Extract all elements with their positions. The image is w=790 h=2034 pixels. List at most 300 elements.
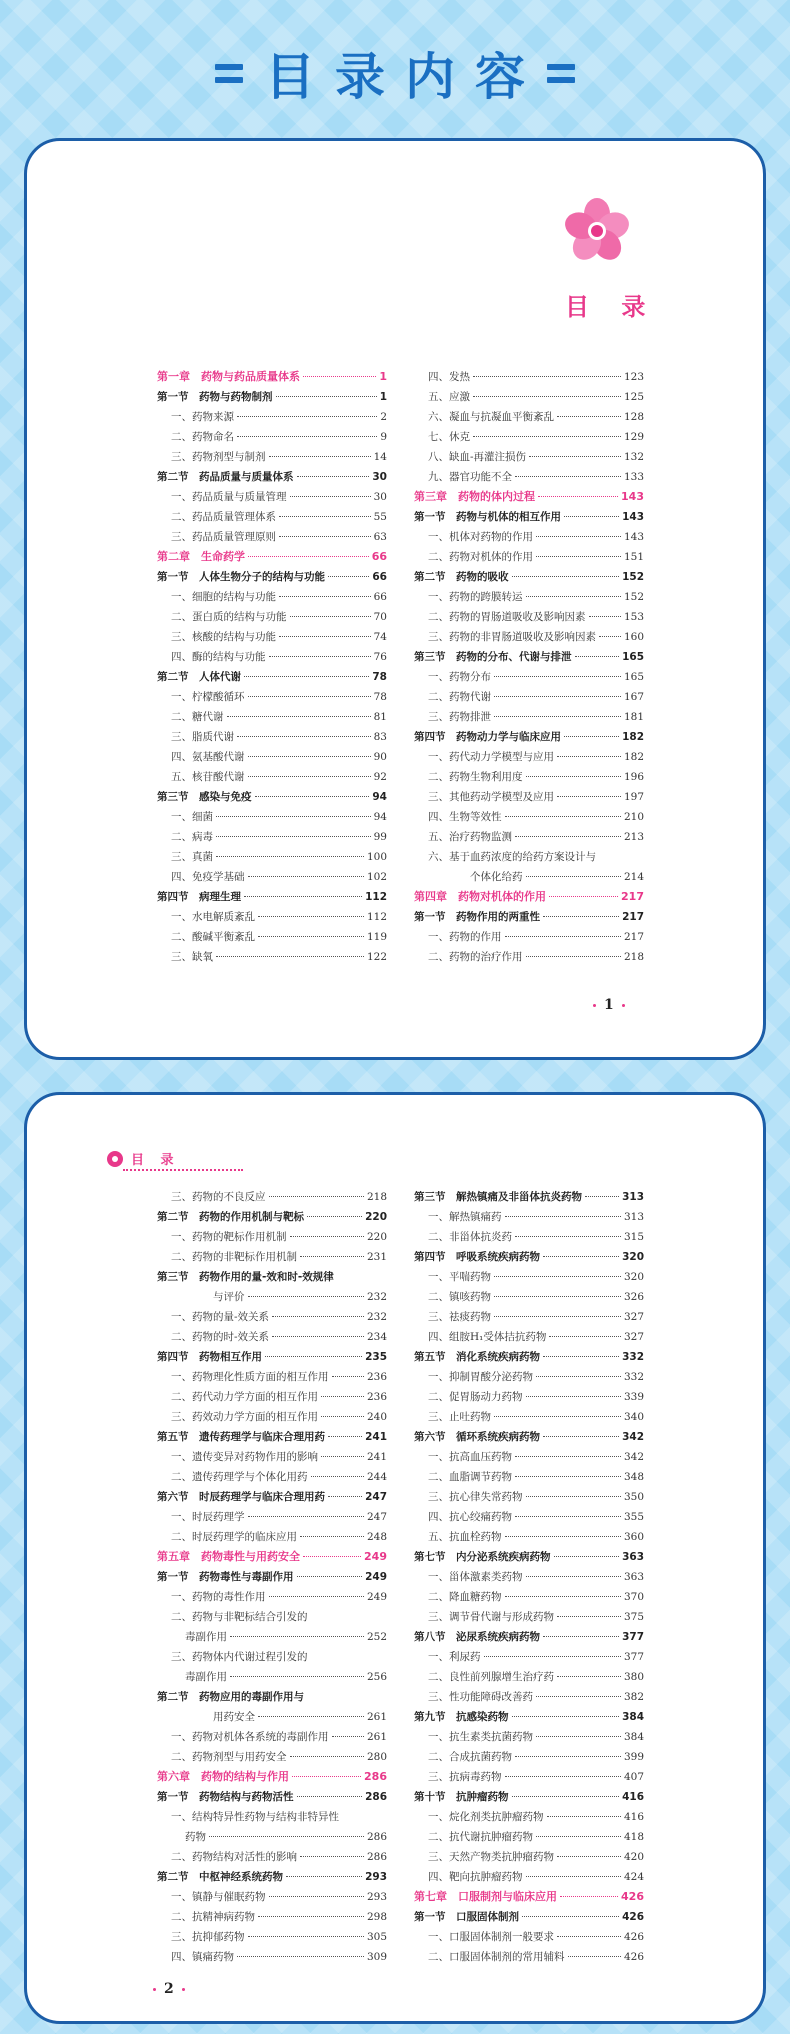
toc-entry[interactable] (414, 1447, 644, 1467)
toc-entry[interactable] (414, 1867, 644, 1887)
toc-entry-title: 五、抗血栓药物 (428, 1531, 502, 1543)
toc-leader-dots (526, 1576, 621, 1577)
toc-entry-title: 二、药物对机体的作用 (428, 551, 533, 563)
toc-entry-title: 六、基于血药浓度的给药方案设计与 (428, 851, 596, 863)
toc-entry-title: 三、祛痰药物 (428, 1311, 491, 1323)
toc-entry[interactable] (414, 1687, 644, 1707)
toc-entry-page: 197 (623, 791, 644, 803)
toc-entry-title: 第一章 药物与药品质量体系 (157, 370, 300, 383)
toc-entry[interactable] (414, 447, 644, 467)
toc-entry[interactable] (414, 1807, 644, 1827)
toc-entry[interactable] (157, 567, 387, 587)
toc-entry[interactable] (157, 1847, 387, 1867)
toc-entry-title: 一、抑制胃酸分泌药物 (428, 1371, 533, 1383)
toc-entry[interactable] (157, 1487, 387, 1507)
toc-entry[interactable] (414, 1707, 644, 1727)
toc-leader-dots (589, 616, 621, 617)
toc-entry-page: 380 (623, 1671, 644, 1683)
toc-leader-dots (505, 816, 621, 817)
toc-entry[interactable] (157, 1587, 387, 1607)
toc-entry-title: 二、药物与非靶标结合引发的 (171, 1611, 308, 1623)
toc-entry[interactable] (157, 527, 387, 547)
toc-entry-title: 第五节 消化系统疾病药物 (414, 1351, 540, 1363)
toc-entry-page: 416 (622, 1791, 644, 1803)
toc-entry[interactable] (157, 707, 387, 727)
toc-entry[interactable] (414, 1847, 644, 1867)
toc-entry[interactable] (157, 1247, 387, 1267)
toc-entry-title: 二、药代动力学方面的相互作用 (171, 1391, 318, 1403)
toc-entry[interactable] (157, 1947, 387, 1967)
toc-entry-title: 三、药物剂型与制剂 (171, 451, 266, 463)
toc-entry-title: 第七节 内分泌系统疾病药物 (414, 1551, 551, 1563)
toc-entry-title: 二、血脂调节药物 (428, 1471, 512, 1483)
toc-entry[interactable] (157, 1647, 387, 1667)
toc-entry[interactable] (414, 1347, 644, 1367)
toc-leader-dots (494, 676, 621, 677)
toc-leader-dots (473, 436, 621, 437)
toc-entry-page: 249 (366, 1591, 387, 1603)
toc-entry[interactable] (414, 1927, 644, 1947)
toc-leader-dots (248, 1516, 364, 1517)
toc-entry-title: 一、细菌 (171, 811, 213, 823)
toc-entry[interactable] (157, 367, 387, 387)
toc-leader-dots (269, 656, 371, 657)
toc-entry-title: 一、利尿药 (428, 1651, 481, 1663)
toc-entry[interactable] (157, 1207, 387, 1227)
toc-entry[interactable] (157, 847, 387, 867)
toc-entry-page: 30 (372, 471, 387, 483)
toc-leader-dots (557, 1616, 621, 1617)
toc-entry[interactable] (157, 1227, 387, 1247)
toc-entry-page: 293 (366, 1891, 387, 1903)
toc-entry[interactable] (157, 827, 387, 847)
toc-entry[interactable] (414, 1787, 644, 1807)
toc-entry[interactable] (414, 1307, 644, 1327)
toc-entry[interactable] (157, 1347, 387, 1367)
toc-entry[interactable] (414, 707, 644, 727)
toc-entry-page: 426 (621, 1890, 644, 1903)
toc-entry-title: 三、药物的非胃肠道吸收及影响因素 (428, 631, 596, 643)
toc-entry-title: 三、药品质量管理原则 (171, 531, 276, 543)
toc-entry[interactable] (157, 1467, 387, 1487)
toc-entry[interactable] (157, 587, 387, 607)
toc-entry-page: 293 (365, 1871, 387, 1883)
toc-entry-title: 四、组胺H₁受体拮抗药物 (428, 1331, 547, 1343)
toc-entry-title: 一、遗传变异对药物作用的影响 (171, 1451, 318, 1463)
toc-leader-dots (536, 1836, 621, 1837)
toc-entry-title: 第四章 药物对机体的作用 (414, 890, 546, 903)
toc-entry[interactable] (414, 487, 644, 507)
toc-entry[interactable] (157, 1787, 387, 1807)
toc-entry[interactable] (414, 547, 644, 567)
banner-title: 目录内容 (265, 48, 545, 106)
toc-leader-dots (526, 956, 621, 957)
toc-entry[interactable] (414, 1187, 644, 1207)
toc-entry[interactable] (157, 1567, 387, 1587)
toc-leader-dots (515, 1516, 621, 1517)
toc-entry[interactable] (414, 1747, 644, 1767)
toc-entry-title: 一、抗高血压药物 (428, 1451, 512, 1463)
toc-entry-title: 第二节 人体代谢 (157, 671, 241, 683)
toc-entry-page: 217 (623, 931, 644, 943)
toc-entry[interactable] (414, 1267, 644, 1287)
toc-entry[interactable] (157, 427, 387, 447)
toc-entry[interactable] (414, 1327, 644, 1347)
toc-entry-title: 第二节 药物的作用机制与靶标 (157, 1211, 304, 1223)
toc-entry-title: 四、氨基酸代谢 (171, 751, 245, 763)
toc-entry[interactable] (157, 1807, 387, 1827)
toc-entry-title: 一、药代动力学模型与应用 (428, 751, 554, 763)
toc-entry-title: 第三节 解热镇痛及非甾体抗炎药物 (414, 1191, 582, 1203)
toc-entry[interactable] (157, 1427, 387, 1447)
toc-entry[interactable] (414, 1547, 644, 1567)
toc-entry[interactable] (157, 1687, 387, 1707)
toc-entry[interactable] (414, 1627, 644, 1647)
toc-leader-dots (258, 916, 364, 917)
toc-left-column (157, 367, 387, 967)
toc-entry[interactable] (414, 1467, 644, 1487)
toc-leader-dots (557, 1856, 621, 1857)
toc-entry[interactable] (157, 1387, 387, 1407)
toc-leader-dots (269, 456, 371, 457)
toc-entry[interactable] (157, 1747, 387, 1767)
toc-entry[interactable] (157, 1727, 387, 1747)
toc-entry-title: 第三章 药物的体内过程 (414, 490, 535, 503)
toc-entry[interactable] (414, 867, 644, 887)
toc-entry-page: 320 (622, 1251, 644, 1263)
toc-entry-page: 66 (373, 591, 387, 603)
toc-entry-page: 261 (366, 1731, 387, 1743)
toc-entry[interactable] (414, 567, 644, 587)
toc-entry-title: 二、降血糖药物 (428, 1591, 502, 1603)
toc-entry-title: 九、器官功能不全 (428, 471, 512, 483)
toc-entry[interactable] (414, 367, 644, 387)
toc-entry-page: 92 (373, 771, 387, 783)
toc-entry[interactable] (157, 407, 387, 427)
toc-entry[interactable] (157, 927, 387, 947)
toc-entry[interactable] (414, 1387, 644, 1407)
toc-entry[interactable] (414, 887, 644, 907)
toc-entry[interactable] (414, 847, 644, 867)
toc-entry-page: 298 (366, 1911, 387, 1923)
toc-entry[interactable] (414, 1367, 644, 1387)
toc-entry-page: 426 (623, 1951, 644, 1963)
toc-entry-title: 一、机体对药物的作用 (428, 531, 533, 543)
toc-leader-dots (230, 1636, 364, 1637)
toc-entry-page: 167 (623, 691, 644, 703)
toc-entry[interactable] (414, 807, 644, 827)
toc-entry[interactable] (157, 747, 387, 767)
toc-entry[interactable] (157, 687, 387, 707)
toc-entry[interactable] (157, 1447, 387, 1467)
toc-entry[interactable] (157, 547, 387, 567)
page-number: 2 (153, 1981, 185, 1997)
toc-entry[interactable] (157, 867, 387, 887)
toc-leader-dots (512, 576, 620, 577)
toc-leader-dots (494, 716, 621, 717)
toc-entry-title: 三、性功能障碍改善药 (428, 1691, 533, 1703)
toc-leader-dots (564, 516, 619, 517)
toc-leader-dots (526, 876, 621, 877)
toc-entry-page: 286 (365, 1791, 387, 1803)
toc-entry-page: 125 (623, 391, 644, 403)
toc-entry-title: 一、药品质量与质量管理 (171, 491, 287, 503)
toc-entry-title: 三、抗抑郁药物 (171, 1931, 245, 1943)
toc-entry[interactable] (414, 1587, 644, 1607)
toc-entry-page: 332 (622, 1351, 644, 1363)
toc-entry[interactable] (414, 1647, 644, 1667)
toc-entry-page: 424 (623, 1871, 644, 1883)
toc-entry[interactable] (157, 387, 387, 407)
toc-entry-title: 二、药物代谢 (428, 691, 491, 703)
toc-entry-page: 370 (623, 1591, 644, 1603)
toc-entry[interactable] (157, 767, 387, 787)
toc-entry-page: 426 (623, 1931, 644, 1943)
toc-entry[interactable] (414, 507, 644, 527)
toc-entry[interactable] (157, 1627, 387, 1647)
toc-entry[interactable] (157, 1827, 387, 1847)
toc-leader-dots (585, 1196, 619, 1197)
toc-leader-dots (599, 636, 621, 637)
toc-entry-page: 2 (380, 411, 387, 423)
toc-entry[interactable] (414, 1667, 644, 1687)
toc-entry[interactable] (157, 807, 387, 827)
toc-entry-page: 342 (622, 1431, 644, 1443)
toc-entry[interactable] (414, 1527, 644, 1547)
toc-entry[interactable] (157, 447, 387, 467)
toc-leader-dots (258, 1716, 364, 1717)
toc-leader-dots (279, 516, 371, 517)
toc-leader-dots (303, 1556, 361, 1557)
toc-leader-dots (248, 696, 371, 697)
toc-entry[interactable] (157, 1527, 387, 1547)
toc-entry[interactable] (414, 1427, 644, 1447)
toc-entry[interactable] (157, 907, 387, 927)
toc-leader-dots (505, 936, 621, 937)
toc-entry[interactable] (414, 1767, 644, 1787)
toc-entry[interactable] (157, 1187, 387, 1207)
toc-entry-page: 342 (623, 1451, 644, 1463)
toc-leader-dots (554, 1556, 620, 1557)
toc-leader-dots (248, 1936, 364, 1937)
toc-entry[interactable] (414, 527, 644, 547)
toc-entry-title: 六、凝血与抗凝血平衡紊乱 (428, 411, 554, 423)
toc-entry[interactable] (414, 787, 644, 807)
toc-entry[interactable] (157, 487, 387, 507)
toc-leader-dots (237, 436, 377, 437)
toc-entry-title: 第二节 中枢神经系统药物 (157, 1871, 283, 1883)
toc-leader-dots (265, 1356, 362, 1357)
toc-entry[interactable] (414, 767, 644, 787)
toc-entry-page: 100 (366, 851, 387, 863)
toc-leader-dots (515, 836, 621, 837)
toc-entry[interactable] (157, 507, 387, 527)
toc-entry[interactable] (157, 627, 387, 647)
toc-entry[interactable] (157, 787, 387, 807)
toc-leader-dots (328, 576, 369, 577)
toc-leader-dots (216, 816, 371, 817)
toc-entry[interactable] (157, 1507, 387, 1527)
toc-entry[interactable] (414, 1907, 644, 1927)
toc-entry[interactable] (414, 747, 644, 767)
toc-entry-page: 217 (622, 911, 644, 923)
toc-entry-title: 四、靶向抗肿瘤药物 (428, 1871, 523, 1883)
toc-entry[interactable] (414, 1487, 644, 1507)
toc-entry-title: 毒副作用 (185, 1631, 227, 1643)
toc-entry-title: 第四节 药物相互作用 (157, 1351, 262, 1363)
toc-leader-dots (300, 1536, 364, 1537)
banner-left-dash (215, 64, 243, 83)
toc-entry-page: 165 (622, 651, 644, 663)
toc-entry[interactable] (414, 687, 644, 707)
toc-leader-dots (216, 836, 371, 837)
toc-leader-dots (526, 1876, 621, 1877)
toc-entry-title: 第六节 时辰药理学与临床合理用药 (157, 1491, 325, 1503)
toc-leader-dots (505, 1536, 621, 1537)
toc-entry[interactable] (414, 1287, 644, 1307)
toc-entry-title: 二、镇咳药物 (428, 1291, 491, 1303)
toc-entry[interactable] (414, 1207, 644, 1227)
toc-entry-title: 四、免疫学基础 (171, 871, 245, 883)
toc-entry[interactable] (157, 1927, 387, 1947)
toc-entry-title: 一、细胞的结构与功能 (171, 591, 276, 603)
toc-entry-page: 218 (623, 951, 644, 963)
toc-leader-dots (505, 1596, 621, 1597)
toc-entry[interactable] (414, 587, 644, 607)
toc-entry[interactable] (414, 1567, 644, 1587)
toc-leader-dots (258, 936, 364, 937)
toc-entry-title: 一、平喘药物 (428, 1271, 491, 1283)
page-header (107, 1149, 180, 1168)
toc-entry[interactable] (414, 387, 644, 407)
toc-entry-title: 第二节 药物应用的毒副作用与 (157, 1691, 304, 1703)
toc-entry-page: 94 (373, 811, 387, 823)
toc-entry[interactable] (414, 627, 644, 647)
toc-entry[interactable] (414, 1247, 644, 1267)
toc-leader-dots (248, 776, 371, 777)
toc-entry[interactable] (157, 1287, 387, 1307)
toc-entry[interactable] (157, 1367, 387, 1387)
toc-entry[interactable] (157, 1327, 387, 1347)
toc-entry[interactable] (157, 887, 387, 907)
toc-entry[interactable] (157, 1307, 387, 1327)
toc-entry[interactable] (414, 907, 644, 927)
toc-leader-dots (494, 1416, 621, 1417)
toc-entry[interactable] (414, 407, 644, 427)
toc-entry[interactable] (157, 1407, 387, 1427)
toc-entry[interactable] (414, 647, 644, 667)
toc-entry[interactable] (157, 1887, 387, 1907)
toc-entry[interactable] (157, 1767, 387, 1787)
toc-entry-title: 三、缺氧 (171, 951, 213, 963)
toc-entry-page: 55 (373, 511, 387, 523)
toc-entry[interactable] (157, 1907, 387, 1927)
toc-entry[interactable] (414, 827, 644, 847)
toc-entry-title: 三、抗病毒药物 (428, 1771, 502, 1783)
toc-entry[interactable] (157, 1667, 387, 1687)
toc-entry-page: 112 (365, 891, 387, 903)
toc-entry-page: 143 (623, 531, 644, 543)
toc-entry-page: 220 (365, 1211, 387, 1223)
toc-entry[interactable] (414, 727, 644, 747)
toc-entry-page: 102 (366, 871, 387, 883)
toc-entry-page: 249 (364, 1550, 387, 1563)
toc-entry[interactable] (157, 467, 387, 487)
toc-leader-dots (512, 1716, 620, 1717)
toc-entry-title: 二、糖代谢 (171, 711, 224, 723)
toc-leader-dots (515, 1756, 621, 1757)
toc-entry-title: 一、柠檬酸循环 (171, 691, 245, 703)
toc-entry-page: 196 (623, 771, 644, 783)
toc-entry[interactable] (414, 1887, 644, 1907)
toc-entry[interactable] (157, 1707, 387, 1727)
toc-entry[interactable] (157, 667, 387, 687)
toc-entry[interactable] (414, 1827, 644, 1847)
toc-entry[interactable] (414, 947, 644, 967)
toc-leader-dots (328, 1496, 362, 1497)
toc-entry-page: 377 (622, 1631, 644, 1643)
toc-entry[interactable] (414, 427, 644, 447)
toc-entry[interactable] (157, 1547, 387, 1567)
toc-entry[interactable] (414, 927, 644, 947)
toc-entry-page: 99 (373, 831, 387, 843)
toc-entry[interactable] (157, 1267, 387, 1287)
toc-leader-dots (505, 1216, 621, 1217)
toc-entry-page: 420 (623, 1851, 644, 1863)
toc-entry[interactable] (414, 667, 644, 687)
toc-leader-dots (549, 896, 618, 897)
toc-leader-dots (290, 1756, 364, 1757)
toc-entry[interactable] (157, 947, 387, 967)
toc-entry-title: 一、药物的跨膜转运 (428, 591, 523, 603)
toc-entry-title: 二、非甾体抗炎药 (428, 1231, 512, 1243)
toc-entry[interactable] (157, 647, 387, 667)
toc-entry-page: 78 (372, 671, 387, 683)
toc-leader-dots (290, 616, 371, 617)
toc-leader-dots (494, 1276, 621, 1277)
toc-entry-page: 240 (366, 1411, 387, 1423)
toc-leader-dots (216, 856, 364, 857)
toc-entry[interactable] (157, 1607, 387, 1627)
toc-entry-title: 四、发热 (428, 371, 470, 383)
toc-entry[interactable] (414, 1727, 644, 1747)
toc-entry-page: 214 (623, 871, 644, 883)
toc-entry[interactable] (157, 607, 387, 627)
toc-leader-dots (526, 1496, 621, 1497)
toc-entry-title: 七、休克 (428, 431, 470, 443)
toc-entry-page: 1 (379, 370, 387, 383)
toc-entry[interactable] (414, 1947, 644, 1967)
toc-leader-dots (557, 1676, 621, 1677)
toc-entry[interactable] (414, 1407, 644, 1427)
toc-entry[interactable] (414, 1607, 644, 1627)
toc-entry-page: 326 (623, 1291, 644, 1303)
toc-entry-title: 四、抗心绞痛药物 (428, 1511, 512, 1523)
toc-entry[interactable] (414, 607, 644, 627)
toc-entry-page: 232 (366, 1291, 387, 1303)
toc-entry[interactable] (414, 1227, 644, 1247)
toc-entry-page: 384 (622, 1711, 644, 1723)
toc-entry[interactable] (157, 1867, 387, 1887)
toc-leader-dots (269, 1896, 364, 1897)
toc-entry[interactable] (414, 467, 644, 487)
toc-entry-title: 第二章 生命药学 (157, 550, 245, 563)
toc-entry[interactable] (414, 1507, 644, 1527)
toc-entry-page: 360 (623, 1531, 644, 1543)
toc-entry-title: 第三节 感染与免疫 (157, 791, 252, 803)
toc-entry[interactable] (157, 727, 387, 747)
toc-entry-title: 第五章 药物毒性与用药安全 (157, 1550, 300, 1563)
